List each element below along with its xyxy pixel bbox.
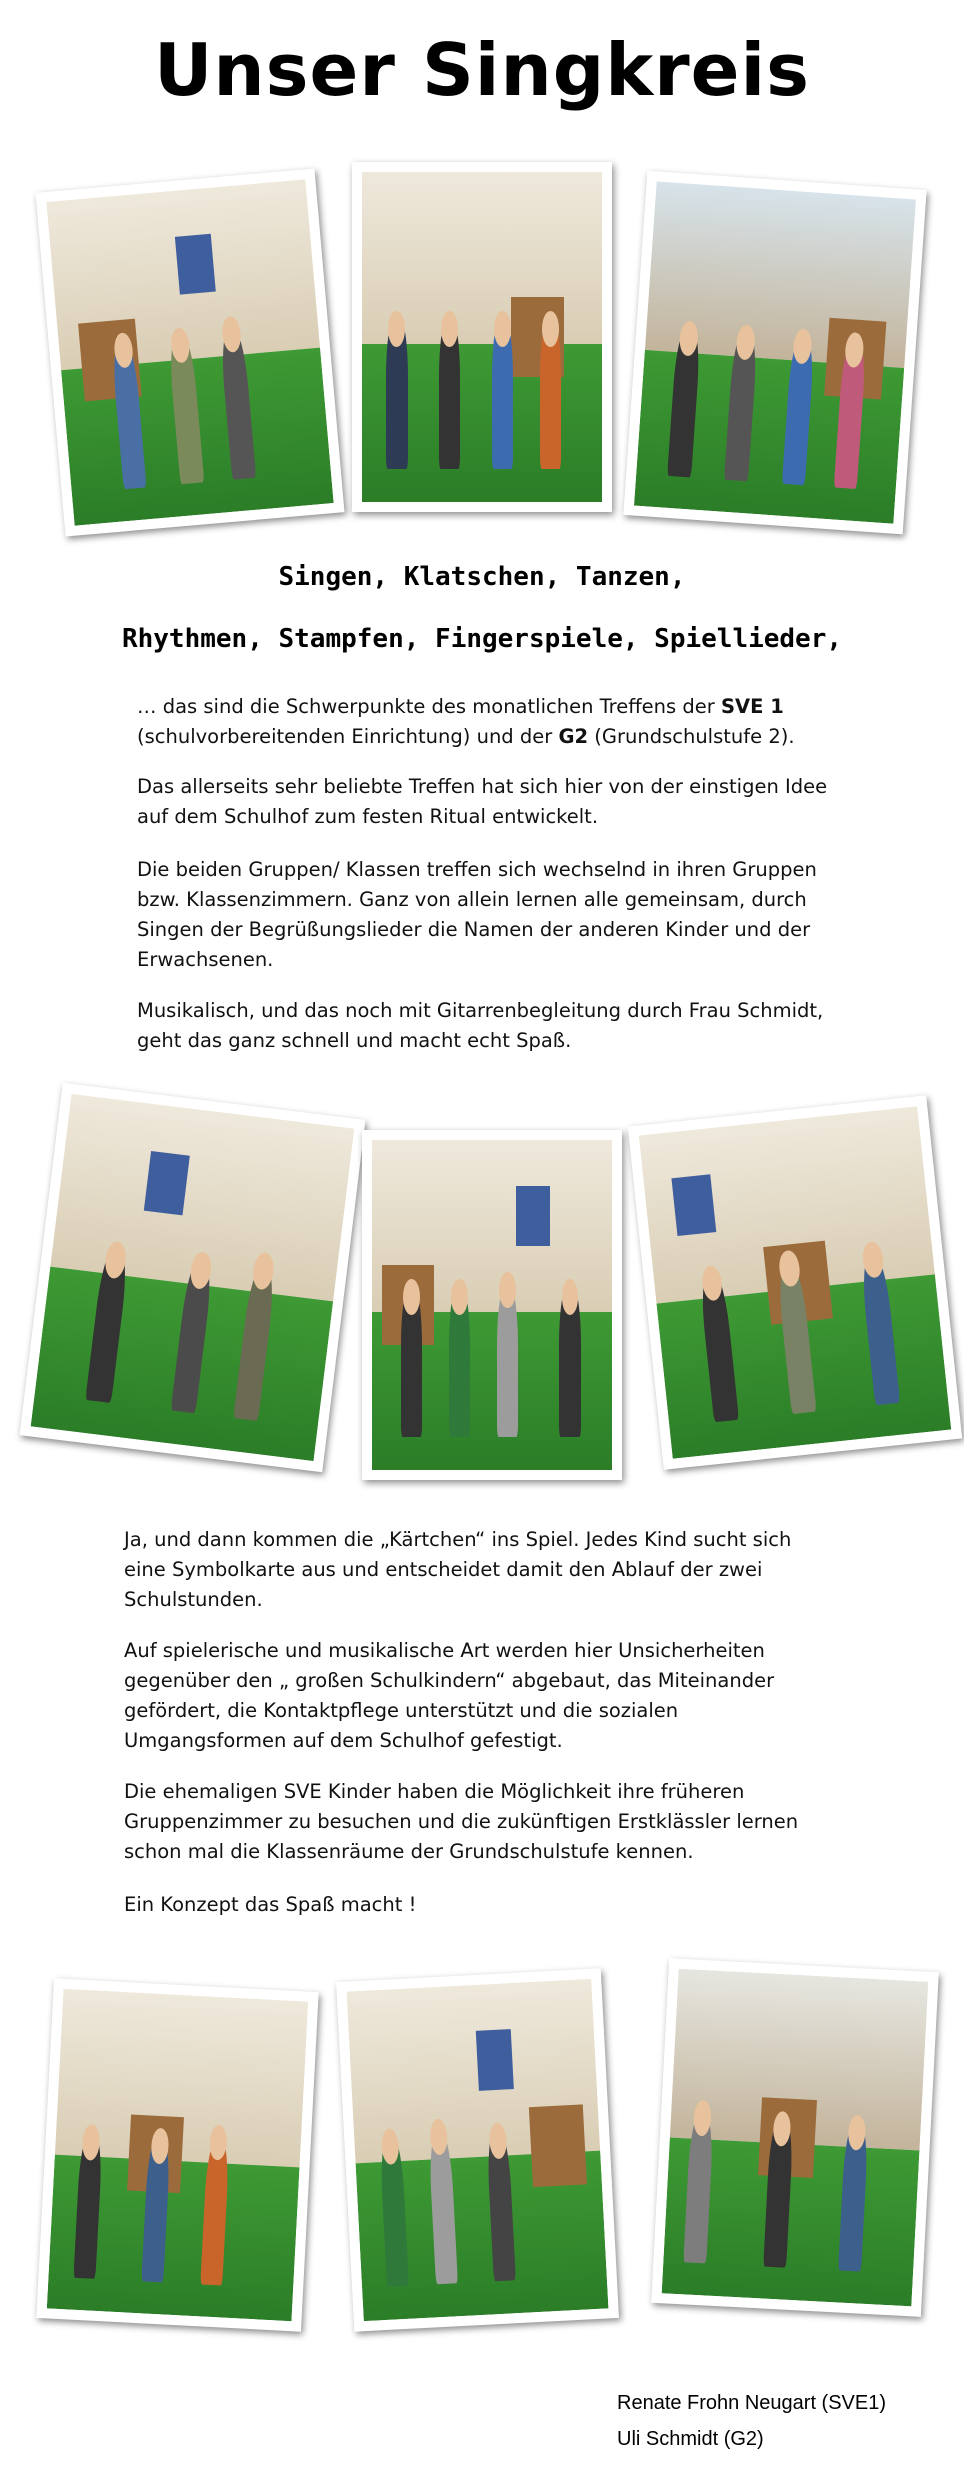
body-paragraph-1: Ja, und dann kommen die „Kärtchen“ ins Spiel. Jedes Kind sucht sich eine Symbolkarte aus und entscheidet damit den Ablauf der zwei Schulstunden.	[124, 1528, 792, 1611]
heading-line-1: Singen, Klatschen, Tanzen,	[278, 562, 686, 592]
photo-singkreis-3	[623, 171, 926, 535]
photo-singkreis-9	[651, 1958, 939, 2317]
photo-singkreis-4	[20, 1083, 366, 1473]
photo-singkreis-1	[35, 168, 344, 536]
photo-singkreis-7	[36, 1978, 318, 2331]
heading-line-2: Rhythmen, Stampfen, Fingerspiele, Spiellieder,	[121, 624, 843, 654]
intro-paragraph-2: Das allerseits sehr beliebte Treffen hat sich hier von der einstigen Idee auf dem Schulhof zum festen Ritual entwickelt.	[137, 775, 828, 828]
signature-line-1: Renate Frohn Neugart (SVE1)	[617, 2392, 887, 2414]
photo-singkreis-2	[352, 162, 612, 512]
photo-singkreis-8	[336, 1968, 619, 2331]
page-title: Unser Singkreis	[153, 28, 811, 112]
intro-paragraph-4: Musikalisch, und das noch mit Gitarrenbegleitung durch Frau Schmidt, geht das ganz schnell und macht echt Spaß.	[137, 999, 824, 1052]
photo-singkreis-5	[362, 1130, 622, 1480]
intro-paragraph-1: … das sind die Schwerpunkte des monatlichen Treffens der SVE 1 (schulvorbereitenden Einrichtung) und der G2 (Grundschulstufe 2).	[137, 695, 795, 748]
signature-line-2: Uli Schmidt (G2)	[617, 2428, 764, 2450]
body-paragraph-3: Die ehemaligen SVE Kinder haben die Möglichkeit ihre früheren Gruppenzimmer zu besuchen und die zukünftigen Erstklässler lernen schon mal die Klassenräume der Grundschulstufe kennen.	[124, 1780, 799, 1863]
intro-paragraph-3: Die beiden Gruppen/ Klassen treffen sich wechselnd in ihren Gruppen bzw. Klassenzimmern. Ganz von allein lernen alle gemeinsam, durch Singen der Begrüßungslieder die Namen der anderen Kinder und der Erwachsenen.	[137, 858, 817, 971]
photo-singkreis-6	[628, 1095, 962, 1469]
body-paragraph-2: Auf spielerische und musikalische Art werden hier Unsicherheiten gegenüber den „ großen Schulkindern“ abgebaut, das Miteinander gefördert, die Kontaktpflege unterstützt und die sozialen Umgangsformen auf dem Schulhof gefestigt.	[124, 1639, 775, 1752]
body-paragraph-4: Ein Konzept das Spaß macht !	[124, 1893, 417, 1916]
